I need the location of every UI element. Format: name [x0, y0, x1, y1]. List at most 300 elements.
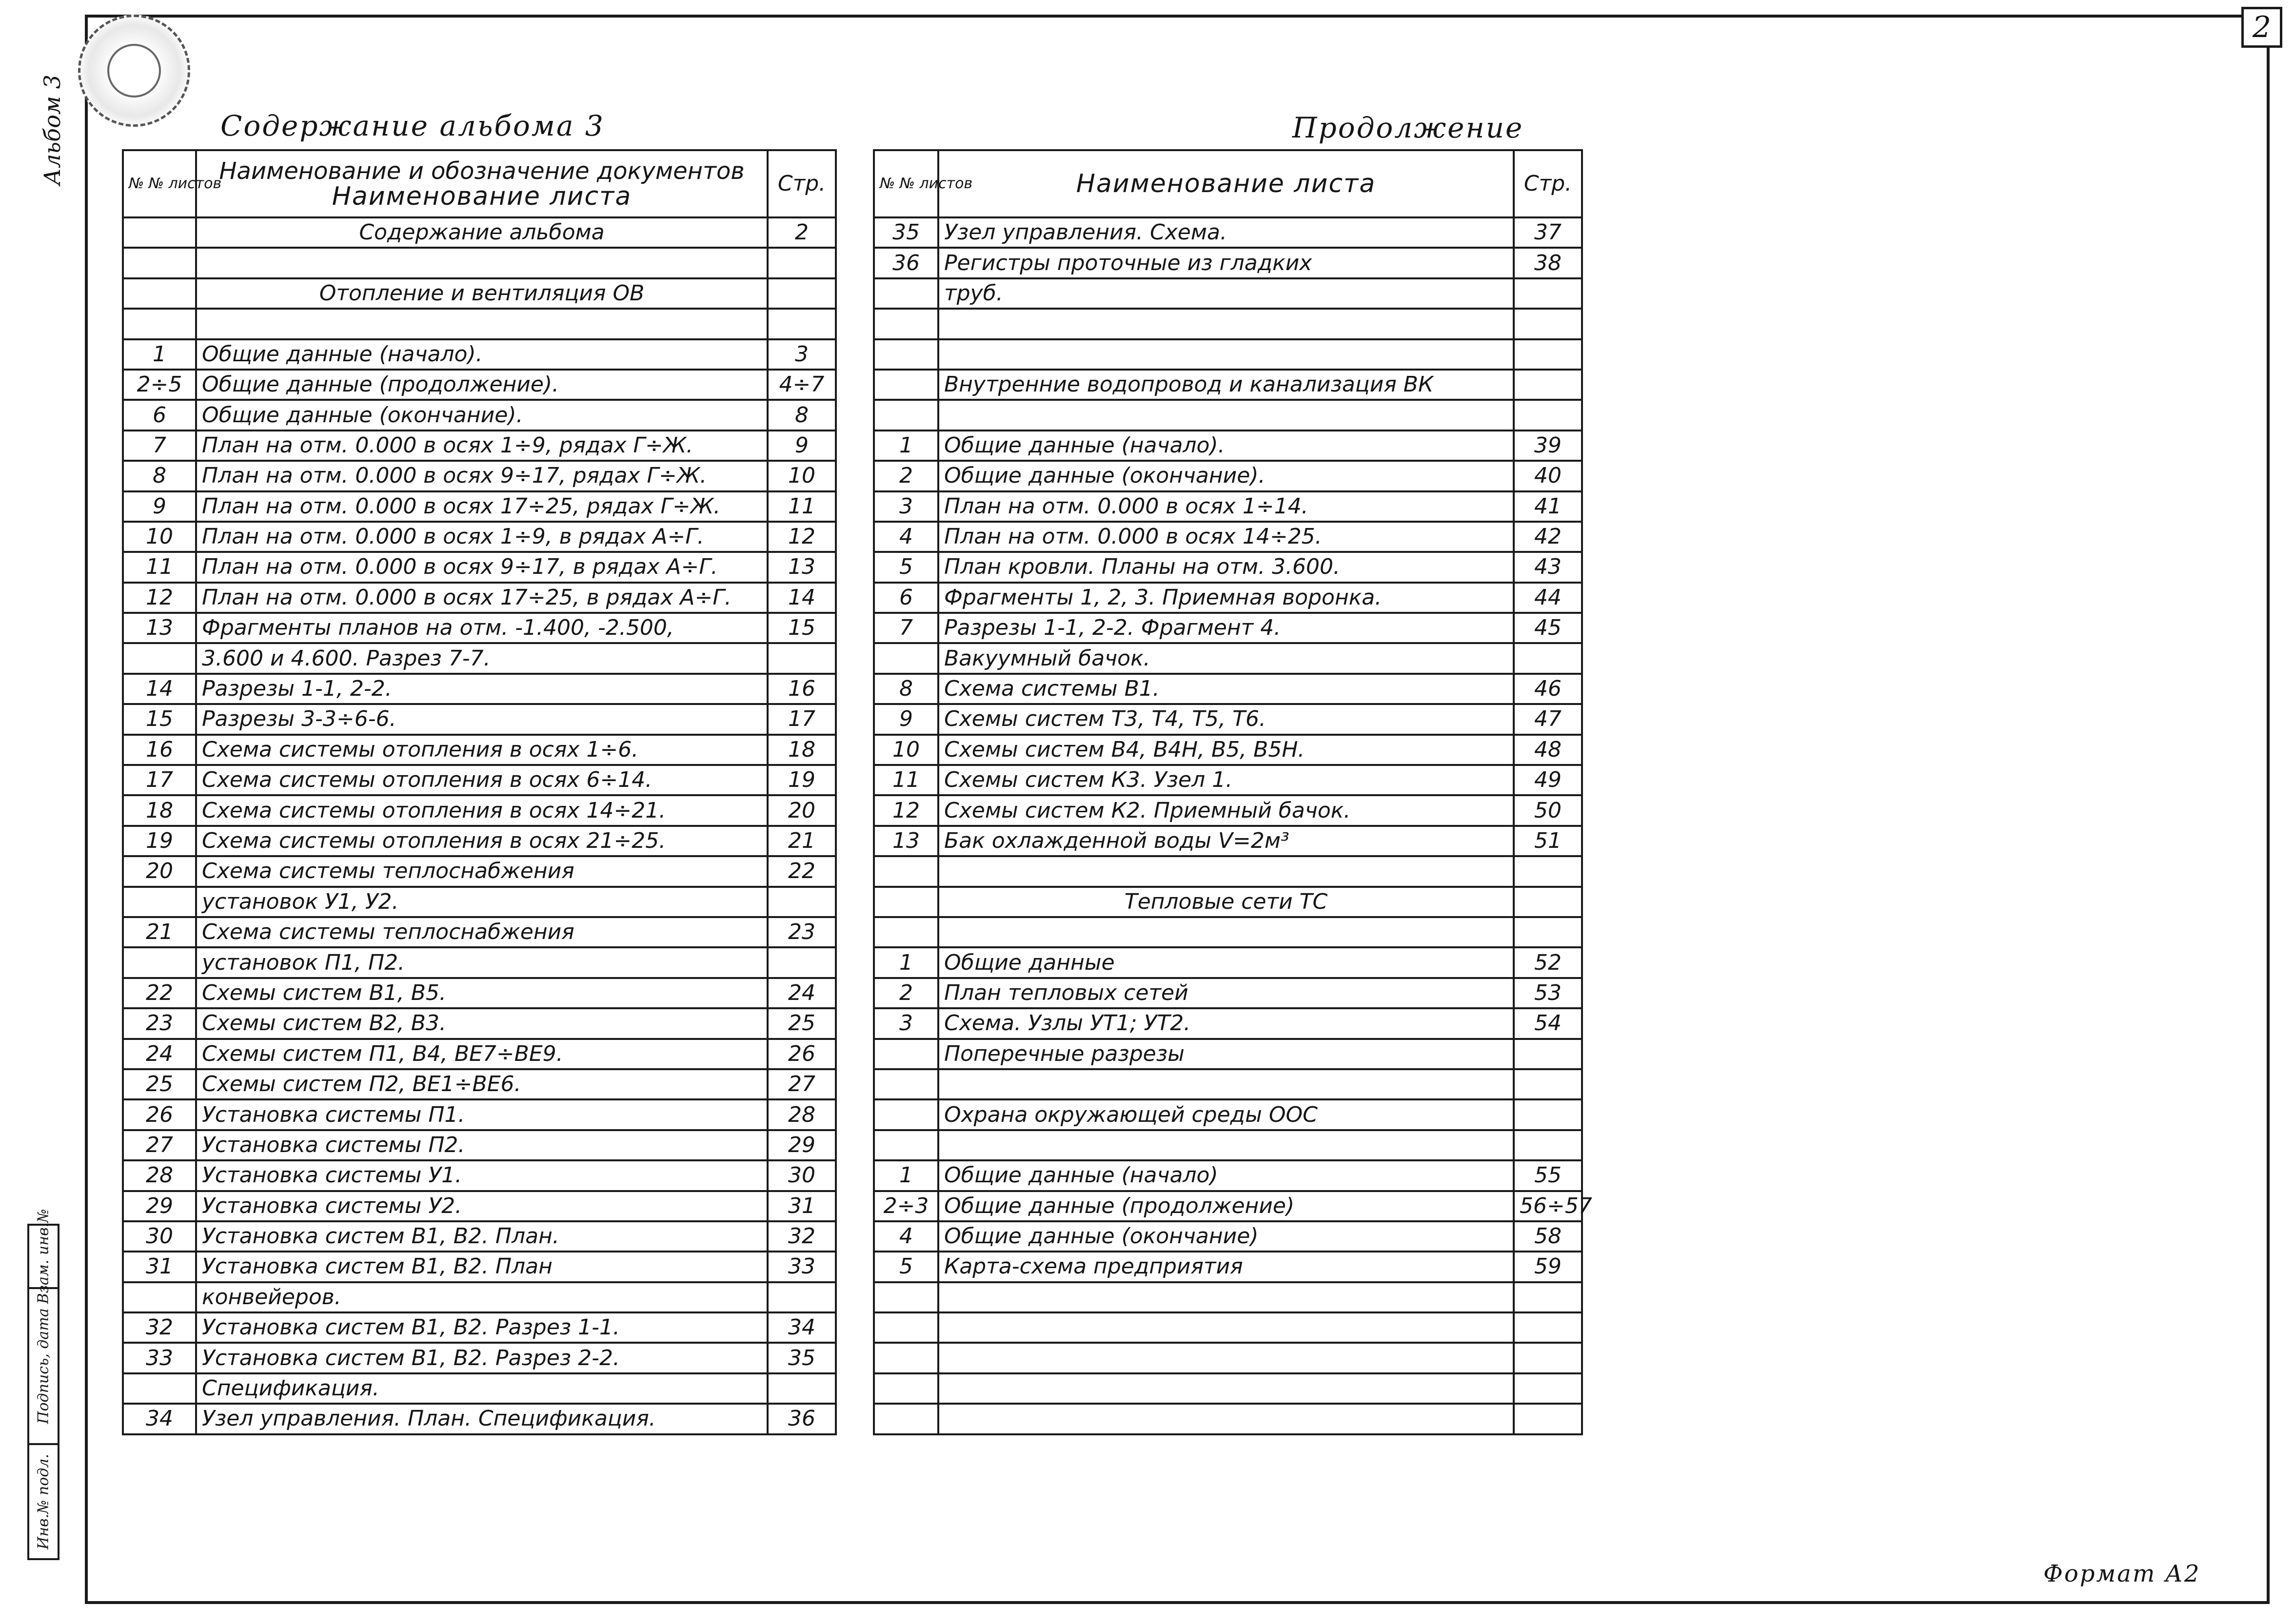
sheet-name-cell: Установка системы П2.	[196, 1130, 768, 1160]
sheet-number-cell	[874, 1130, 938, 1160]
sheet-number-cell: 2÷3	[874, 1191, 938, 1221]
page-number-cell: 45	[1514, 613, 1582, 643]
header-page: Стр.	[1514, 150, 1582, 217]
page-number-cell: 35	[768, 1343, 836, 1373]
sheet-number-cell: 12	[874, 795, 938, 825]
sheet-number-cell: 12	[123, 583, 196, 613]
page-number-cell: 51	[1514, 826, 1582, 856]
sheet-number-cell: 31	[123, 1252, 196, 1282]
table-row	[123, 370, 836, 400]
sheet-name-cell	[938, 309, 1514, 339]
sheet-number-cell: 1	[123, 339, 196, 370]
album-side-label: Альбом 3	[39, 75, 65, 185]
sheet-number-cell	[123, 1282, 196, 1312]
page-number-cell: 48	[1514, 735, 1582, 765]
header-label: Наименование и обозначение документов	[219, 157, 745, 185]
sheet-number-cell: 18	[123, 795, 196, 825]
page-number-cell	[1514, 1039, 1582, 1069]
page-number-cell	[1514, 1312, 1582, 1343]
sheet-number-cell: 10	[874, 735, 938, 765]
table-row	[123, 491, 836, 522]
table-row	[123, 1312, 836, 1343]
page-number-cell: 59	[1514, 1252, 1582, 1282]
table-body-left	[123, 217, 836, 1434]
sheet-name-cell: Разрезы 3-3÷6-6.	[196, 704, 768, 734]
table-row	[874, 522, 1582, 552]
header-page: Стр.	[768, 150, 836, 217]
sheet-number-cell: 13	[874, 826, 938, 856]
page-number-cell	[1514, 1099, 1582, 1130]
sheet-number-cell: 9	[123, 491, 196, 522]
header-name	[938, 150, 1514, 217]
table-row	[874, 1099, 1582, 1130]
sheet-number-cell	[874, 1069, 938, 1099]
page-number-cell: 23	[768, 917, 836, 947]
page-number-cell: 55	[1514, 1160, 1582, 1191]
sheet-number-cell	[874, 1282, 938, 1312]
table-row	[874, 1039, 1582, 1069]
table-header-row	[123, 150, 836, 217]
sheet-number-cell	[123, 947, 196, 978]
sheet-name-cell	[938, 1404, 1514, 1434]
sheet-number-cell: 1	[874, 430, 938, 461]
sheet-name-cell: План на отм. 0.000 в осях 1÷9, рядах Г÷Ж.	[196, 430, 768, 461]
page-number-cell: 3	[768, 339, 836, 370]
sheet-number-cell	[874, 1039, 938, 1069]
sheet-name-cell	[938, 1282, 1514, 1312]
page-number-cell	[1514, 1373, 1582, 1404]
table-header-row	[874, 150, 1582, 217]
sheet-name-cell: Вакуумный бачок.	[938, 643, 1514, 673]
page-number-cell	[768, 248, 836, 278]
table-row	[874, 430, 1582, 461]
table-row	[123, 400, 836, 430]
page-number-cell: 49	[1514, 765, 1582, 795]
sheet-number-cell: 2	[874, 978, 938, 1008]
sheet-number-cell	[874, 370, 938, 400]
table-row	[874, 674, 1582, 704]
table-row	[874, 826, 1582, 856]
table-row	[874, 370, 1582, 400]
sheet-name-cell: План на отм. 0.000 в осях 17÷25, в рядах А÷Г.	[196, 583, 768, 613]
sheet-number-cell: 13	[123, 613, 196, 643]
table-row	[123, 765, 836, 795]
table-row	[874, 613, 1582, 643]
sheet-number-cell: 23	[123, 1008, 196, 1038]
header-sheet-number: № № листов	[874, 150, 938, 217]
header-name	[196, 150, 768, 217]
sheet-name-cell: Схема системы теплоснабжения	[196, 917, 768, 947]
sheet-number-cell: 19	[123, 826, 196, 856]
sheet-name-cell	[196, 309, 768, 339]
table-row	[123, 704, 836, 734]
sheet-number-cell: 33	[123, 1343, 196, 1373]
page-number-cell	[1514, 370, 1582, 400]
sheet-name-cell: Схема системы теплоснабжения	[196, 856, 768, 886]
sheet-number-cell: 2	[874, 461, 938, 491]
sheet-number-cell	[874, 1312, 938, 1343]
sheet-name-cell: Общие данные (продолжение).	[196, 370, 768, 400]
table-row	[874, 1130, 1582, 1160]
sheet-name-cell: Поперечные разрезы	[938, 1039, 1514, 1069]
table-row	[123, 856, 836, 886]
table-body-right	[874, 217, 1592, 1434]
sheet-name-cell	[938, 1373, 1514, 1404]
sheet-name-cell: Установка систем В1, В2. План.	[196, 1221, 768, 1252]
page-number-cell: 31	[768, 1191, 836, 1221]
table-row	[874, 1069, 1582, 1099]
sheet-number-cell	[123, 1373, 196, 1404]
table-row	[874, 400, 1582, 430]
page-number-cell: 41	[1514, 491, 1582, 522]
table-row	[123, 1191, 836, 1221]
table-row	[123, 674, 836, 704]
contents-table-left	[122, 149, 837, 1435]
page-number-cell: 9	[768, 430, 836, 461]
table-row	[123, 1008, 836, 1038]
sheet-number-cell: 1	[874, 947, 938, 978]
sheet-number-cell: 11	[874, 765, 938, 795]
sheet-name-cell: Схемы систем К2. Приемный бачок.	[938, 795, 1514, 825]
sheet-number-cell: 25	[123, 1069, 196, 1099]
table-row	[123, 795, 836, 825]
table-row	[123, 613, 836, 643]
sheet-name-cell: План на отм. 0.000 в осях 1÷9, в рядах А÷Г.	[196, 522, 768, 552]
table-row	[874, 643, 1582, 673]
sheet-number-cell	[874, 400, 938, 430]
sheet-name-cell: Общие данные (окончание)	[938, 1221, 1514, 1252]
page-number-cell: 28	[768, 1099, 836, 1130]
page-number-cell: 12	[768, 522, 836, 552]
sheet-name-cell: Регистры проточные из гладких	[938, 248, 1514, 278]
table-row	[123, 643, 836, 673]
page-number-cell: 17	[768, 704, 836, 734]
table-row	[874, 552, 1582, 582]
page-number-cell: 8	[768, 400, 836, 430]
sheet-name-cell: Фрагменты планов на отм. -1.400, -2.500,	[196, 613, 768, 643]
sheet-name-cell: Фрагменты 1, 2, 3. Приемная воронка.	[938, 583, 1514, 613]
page-number-cell: 50	[1514, 795, 1582, 825]
table-row	[123, 947, 836, 978]
page-number-cell	[1514, 1404, 1582, 1434]
page-number-cell: 56÷57	[1514, 1191, 1582, 1221]
table-row	[123, 1160, 836, 1191]
table-row	[874, 795, 1582, 825]
sheet-number-cell: 29	[123, 1191, 196, 1221]
table-row	[874, 735, 1582, 765]
page-number-cell: 30	[768, 1160, 836, 1191]
side-stamp-cell	[29, 1445, 58, 1558]
table-row	[874, 217, 1582, 248]
table-row	[874, 765, 1582, 795]
page-number-cell: 18	[768, 735, 836, 765]
page-number-cell: 26	[768, 1039, 836, 1069]
table-row	[123, 887, 836, 917]
table-row	[874, 917, 1582, 947]
sheet-number-cell: 7	[123, 430, 196, 461]
sheet-number-cell: 6	[123, 400, 196, 430]
sheet-number-cell: 7	[874, 613, 938, 643]
sheet-number-cell	[874, 856, 938, 886]
side-stamp-label: Подпись, дата	[35, 1308, 52, 1424]
page-number-cell: 40	[1514, 461, 1582, 491]
side-stamp-label: Инв.№ подл.	[35, 1454, 52, 1549]
page-number-cell: 42	[1514, 522, 1582, 552]
sheet-number-cell: 5	[874, 1252, 938, 1282]
sheet-number-cell	[874, 1373, 938, 1404]
sheet-name-cell: конвейеров.	[196, 1282, 768, 1312]
sheet-name-cell: Общие данные (окончание).	[938, 461, 1514, 491]
sheet-number-cell: 21	[123, 917, 196, 947]
sheet-name-cell: Схема системы отопления в осях 6÷14.	[196, 765, 768, 795]
sheet-number-cell: 5	[874, 552, 938, 582]
page-number-cell	[1514, 1130, 1582, 1160]
sheet-number-cell: 20	[123, 856, 196, 886]
sheet-name-cell: Установка системы У1.	[196, 1160, 768, 1191]
sheet-number-cell: 35	[874, 217, 938, 248]
sheet-number-cell: 17	[123, 765, 196, 795]
sheet-name-cell: Схемы систем В4, В4Н, В5, В5Н.	[938, 735, 1514, 765]
table-row	[874, 278, 1582, 309]
side-stamp-strip	[27, 1209, 59, 1560]
page-number-cell: 39	[1514, 430, 1582, 461]
page-number-cell	[1514, 856, 1582, 886]
page-number-cell: 20	[768, 795, 836, 825]
sheet-number-cell: 16	[123, 735, 196, 765]
page-number-cell	[768, 947, 836, 978]
sheet-number-cell: 9	[874, 704, 938, 734]
sheet-number-cell	[123, 887, 196, 917]
sheet-name-cell: Узел управления. План. Спецификация.	[196, 1404, 768, 1434]
table-row	[123, 917, 836, 947]
page-number-cell: 58	[1514, 1221, 1582, 1252]
table-row	[123, 1282, 836, 1312]
page-number-cell	[768, 278, 836, 309]
page-number-cell: 25	[768, 1008, 836, 1038]
sheet-name-cell: План на отм. 0.000 в осях 9÷17, в рядах А÷Г.	[196, 552, 768, 582]
sheet-name-cell: установок П1, П2.	[196, 947, 768, 978]
table-row	[874, 309, 1582, 339]
sheet-name-cell: Схемы систем П2, ВЕ1÷ВЕ6.	[196, 1069, 768, 1099]
table-row	[123, 1343, 836, 1373]
sheet-number-cell: 10	[123, 522, 196, 552]
page-number-cell	[1514, 309, 1582, 339]
sheet-name-cell: Установка системы П1.	[196, 1099, 768, 1130]
sheet-name-cell: Схемы систем П1, В4, ВЕ7÷ВЕ9.	[196, 1039, 768, 1069]
table-row	[123, 583, 836, 613]
page-number-cell: 21	[768, 826, 836, 856]
page-number-cell: 37	[1514, 217, 1582, 248]
page-number-cell: 24	[768, 978, 836, 1008]
table-row	[874, 887, 1582, 917]
sheet-number-cell	[123, 217, 196, 248]
sheet-name-cell: План на отм. 0.000 в осях 9÷17, рядах Г÷Ж.	[196, 461, 768, 491]
sheet-number-cell: 11	[123, 552, 196, 582]
sheet-name-cell: Схема системы отопления в осях 14÷21.	[196, 795, 768, 825]
page-number-cell: 29	[768, 1130, 836, 1160]
sheet-number-cell: 4	[874, 1221, 938, 1252]
sheet-number-cell: 28	[123, 1160, 196, 1191]
sheet-name-cell: Охрана окружающей среды ООС	[938, 1099, 1514, 1130]
sheet-number-cell	[874, 1099, 938, 1130]
table-row	[874, 1252, 1582, 1282]
page-number-cell: 27	[768, 1069, 836, 1099]
sheet-name-cell: Тепловые сети ТС	[938, 887, 1514, 917]
sheet-name-cell: План на отм. 0.000 в осях 14÷25.	[938, 522, 1514, 552]
sheet-number-cell	[874, 339, 938, 370]
sheet-name-cell	[938, 400, 1514, 430]
sheet-number-cell: 8	[874, 674, 938, 704]
page-number-cell: 2	[768, 217, 836, 248]
page-number-cell: 54	[1514, 1008, 1582, 1038]
header-label: Наименование листа	[1076, 169, 1376, 198]
table-row	[874, 461, 1582, 491]
sheet-name-cell: Общие данные (начало).	[196, 339, 768, 370]
page-number-cell: 36	[768, 1404, 836, 1434]
sheet-name-cell: Общие данные (окончание).	[196, 400, 768, 430]
table-row	[874, 1404, 1582, 1434]
sheet-number-cell	[874, 278, 938, 309]
sheet-number-cell: 30	[123, 1221, 196, 1252]
side-stamp-label: Взам. инв.№	[35, 1209, 52, 1304]
table-row	[123, 430, 836, 461]
sheet-name-cell: установок У1, У2.	[196, 887, 768, 917]
sheet-number-cell: 32	[123, 1312, 196, 1343]
sheet-number-cell	[874, 1404, 938, 1434]
sheet-name-cell: Схемы систем К3. Узел 1.	[938, 765, 1514, 795]
page-number-cell	[1514, 278, 1582, 309]
sheet-name-cell: Общие данные (продолжение)	[938, 1191, 1514, 1221]
page-number-cell: 11	[768, 491, 836, 522]
sheet-name-cell: План на отм. 0.000 в осях 17÷25, рядах Г÷Ж.	[196, 491, 768, 522]
page-number-cell: 4÷7	[768, 370, 836, 400]
sheet-name-cell: Содержание альбома	[196, 217, 768, 248]
page-number-cell: 33	[768, 1252, 836, 1282]
sheet-number-cell: 36	[874, 248, 938, 278]
sheet-number-cell	[123, 278, 196, 309]
page-number-cell: 38	[1514, 248, 1582, 278]
page-number-cell: 47	[1514, 704, 1582, 734]
page-number-cell: 53	[1514, 978, 1582, 1008]
table-row	[123, 278, 836, 309]
table-row	[123, 522, 836, 552]
page-number-cell	[1514, 339, 1582, 370]
header-sublabel: Наименование листа	[332, 182, 632, 211]
page-number-cell: 44	[1514, 583, 1582, 613]
sheet-name-cell: Установка систем В1, В2. Разрез 2-2.	[196, 1343, 768, 1373]
sheet-name-cell: План кровли. Планы на отм. 3.600.	[938, 552, 1514, 582]
table-row	[874, 978, 1582, 1008]
sheet-number-cell: 15	[123, 704, 196, 734]
table-row	[874, 248, 1582, 278]
page-number-cell	[768, 1373, 836, 1404]
table-row	[874, 704, 1582, 734]
page-number-cell: 32	[768, 1221, 836, 1252]
page-number-cell	[1514, 1282, 1582, 1312]
sheet-name-cell	[938, 1130, 1514, 1160]
sheet-number-cell: 1	[874, 1160, 938, 1191]
table-row	[123, 1221, 836, 1252]
sheet-name-cell: Схемы систем В1, В5.	[196, 978, 768, 1008]
table-row	[123, 1130, 836, 1160]
sheet-name-cell: Установка систем В1, В2. Разрез 1-1.	[196, 1312, 768, 1343]
table-row	[874, 339, 1582, 370]
page-number-cell: 13	[768, 552, 836, 582]
sheet-name-cell: План на отм. 0.000 в осях 1÷14.	[938, 491, 1514, 522]
sheet-name-cell	[938, 1069, 1514, 1099]
sheet-name-cell: Разрезы 1-1, 2-2. Фрагмент 4.	[938, 613, 1514, 643]
page-number-cell: 43	[1514, 552, 1582, 582]
side-stamp-cell	[29, 1209, 58, 1304]
page-number-cell: 22	[768, 856, 836, 886]
sheet-name-cell: Схема системы В1.	[938, 674, 1514, 704]
sheet-number-cell: 6	[874, 583, 938, 613]
page-number-cell	[768, 643, 836, 673]
sheet-name-cell: Схемы систем Т3, Т4, Т5, Т6.	[938, 704, 1514, 734]
table-row	[123, 1373, 836, 1404]
table-row	[874, 1312, 1582, 1343]
sheet-number-cell: 24	[123, 1039, 196, 1069]
left-title: Содержание альбома 3	[220, 109, 605, 142]
table-row	[123, 978, 836, 1008]
page-number-cell	[1514, 1343, 1582, 1373]
sheet-name-cell: Бак охлажденной воды V=2м³	[938, 826, 1514, 856]
table-row	[123, 309, 836, 339]
table-row	[874, 1160, 1582, 1191]
page-number-cell: 14	[768, 583, 836, 613]
table-row	[123, 339, 836, 370]
sheet-number-cell	[123, 248, 196, 278]
page-number-cell: 15	[768, 613, 836, 643]
table-row	[123, 735, 836, 765]
side-stamp-cell	[29, 1289, 58, 1445]
table-row	[874, 1282, 1582, 1312]
page-number-cell	[1514, 643, 1582, 673]
sheet-name-cell	[196, 248, 768, 278]
sheet-number-cell: 8	[123, 461, 196, 491]
table-row	[874, 856, 1582, 886]
sheet-name-cell: Общие данные (начало)	[938, 1160, 1514, 1191]
table-row	[874, 1343, 1582, 1373]
sheet-number-cell: 4	[874, 522, 938, 552]
table-row	[874, 947, 1582, 978]
sheet-number-cell	[874, 887, 938, 917]
sheet-name-cell: Узел управления. Схема.	[938, 217, 1514, 248]
table-row	[874, 491, 1582, 522]
sheet-number-cell: 3	[874, 1008, 938, 1038]
sheet-name-cell: Схемы систем В2, В3.	[196, 1008, 768, 1038]
sheet-name-cell	[938, 917, 1514, 947]
table-row	[874, 1221, 1582, 1252]
header-label: № № листов	[129, 175, 222, 192]
sheet-name-cell: Схема системы отопления в осях 21÷25.	[196, 826, 768, 856]
sheet-number-cell	[874, 643, 938, 673]
page-number-cell: 46	[1514, 674, 1582, 704]
sheet-number-cell: 34	[123, 1404, 196, 1434]
sheet-name-cell: 3.600 и 4.600. Разрез 7-7.	[196, 643, 768, 673]
table-row	[123, 826, 836, 856]
sheet-name-cell	[938, 339, 1514, 370]
sheet-name-cell: труб.	[938, 278, 1514, 309]
table-row	[123, 1099, 836, 1130]
sheet-number-cell: 27	[123, 1130, 196, 1160]
sheet-number-cell	[874, 309, 938, 339]
page-number-cell	[1514, 917, 1582, 947]
sheet-name-cell: Схема. Узлы УТ1; УТ2.	[938, 1008, 1514, 1038]
sheet-number-cell	[123, 309, 196, 339]
page-number-cell	[768, 309, 836, 339]
sheet-number-cell	[123, 643, 196, 673]
